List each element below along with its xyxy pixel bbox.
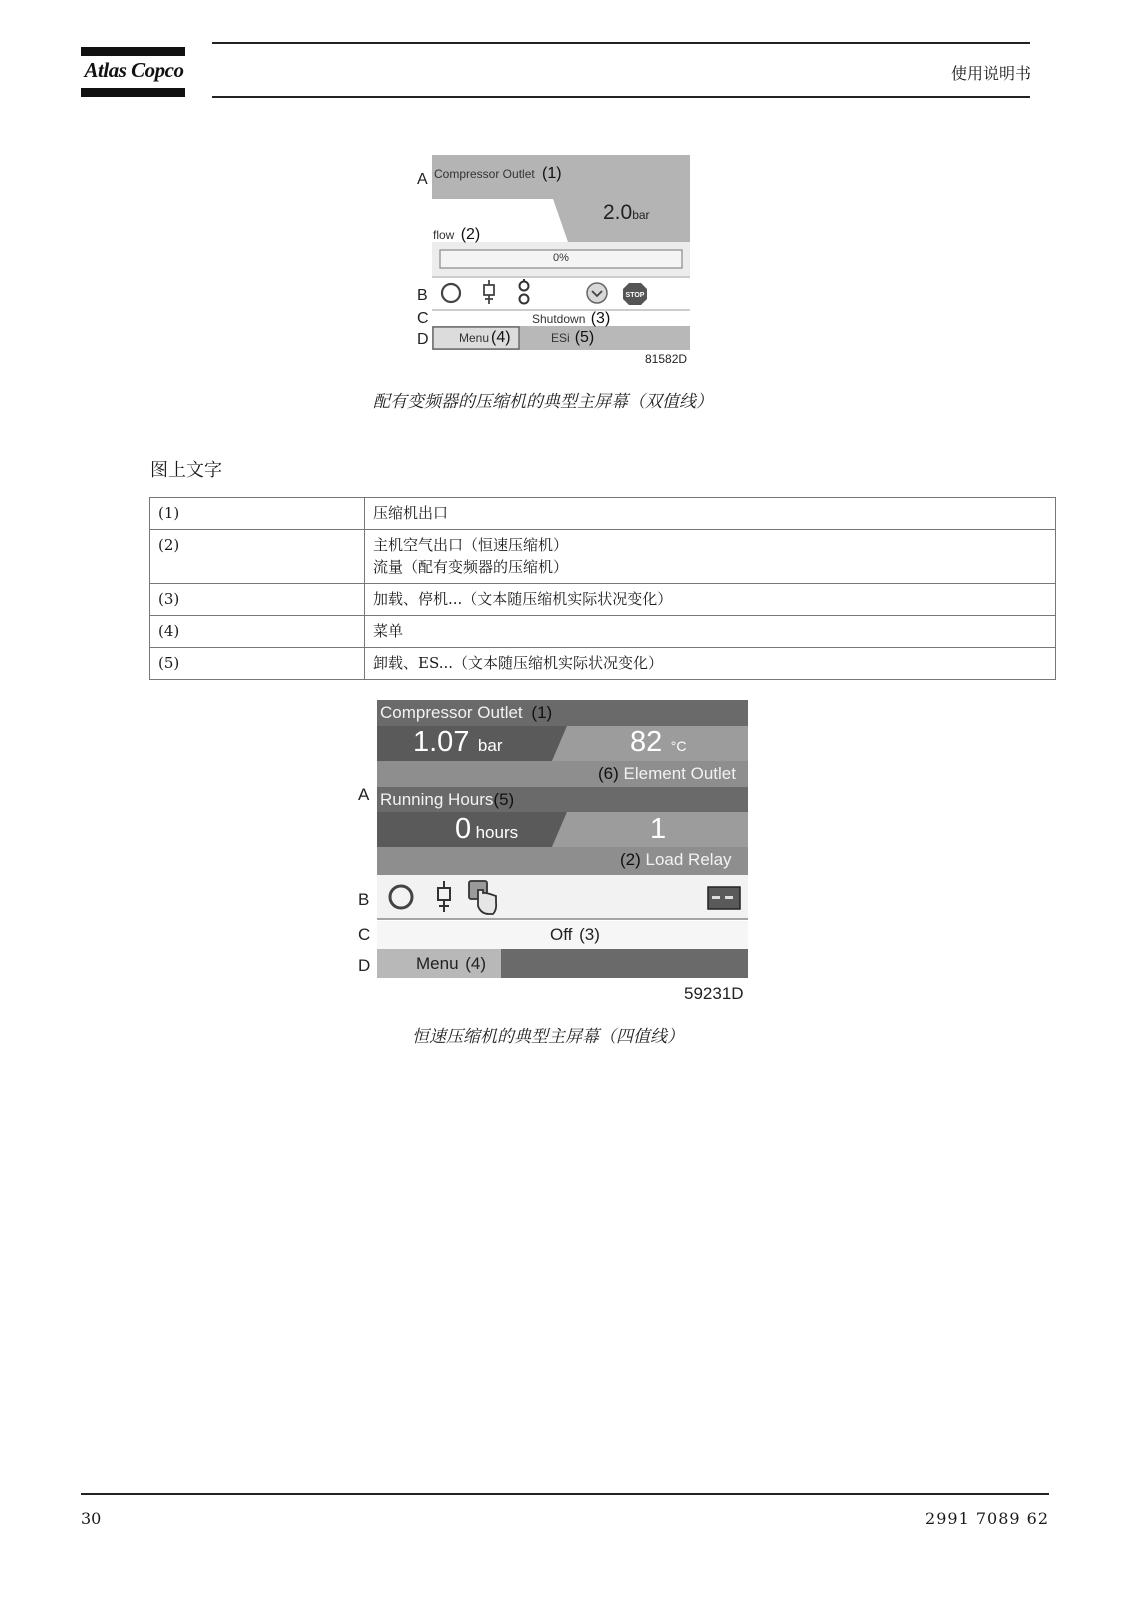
table-row — [150, 530, 1056, 584]
legend-key: (3) — [150, 584, 365, 616]
header-top-rule — [212, 42, 1030, 44]
element-value: 82 °C — [630, 726, 687, 758]
legend-title: 图上文字 — [150, 460, 222, 481]
legend-key: (4) — [150, 616, 365, 648]
svg-text:STOP: STOP — [625, 292, 645, 299]
label-c: C — [358, 925, 371, 944]
table-row — [150, 648, 1056, 680]
legend-key: (1) — [150, 498, 365, 530]
filter-icon — [484, 280, 494, 304]
legend-key: (2) — [150, 530, 365, 584]
legend-text: 压缩机出口 — [365, 498, 1056, 530]
legend-text: 菜单 — [365, 616, 1056, 648]
display-card-icon — [708, 887, 740, 909]
outlet-title: Compressor Outlet (1) — [434, 165, 562, 182]
stop-icon — [623, 283, 647, 305]
outlet-title: Compressor Outlet (1) — [380, 703, 553, 722]
table-row — [150, 498, 1056, 530]
outlet-value: 1.07 bar — [413, 726, 503, 758]
label-c: C — [417, 310, 429, 327]
label-b: B — [417, 287, 428, 304]
legend-table — [149, 497, 1056, 680]
header-bottom-rule — [212, 96, 1030, 98]
legend-text: 加载、停机...（文本随压缩机实际状况变化） — [365, 584, 1056, 616]
menu-button[interactable]: Menu (4) — [416, 954, 487, 973]
page-number: 30 — [81, 1509, 102, 1528]
legend-text: 卸载、ES...（文本随压缩机实际状况变化） — [365, 648, 1056, 680]
status-text: Off (3) — [550, 925, 600, 944]
valve-icon — [520, 279, 529, 304]
table-row — [150, 584, 1056, 616]
legend-text: 主机空气出口（恒速压缩机） 流量（配有变频器的压缩机） — [365, 530, 1056, 584]
figure-code: 59231D — [684, 984, 744, 1003]
flow-percent: 0% — [553, 252, 569, 264]
footer-rule — [81, 1493, 1049, 1495]
table-row — [150, 616, 1056, 648]
label-a: A — [417, 171, 428, 188]
menu-button[interactable]: Menu (4) — [459, 329, 511, 346]
label-b: B — [358, 890, 370, 909]
vsd-main-screen-figure — [415, 155, 707, 380]
figure-caption-1: 配有变频器的压缩机的典型主屏幕（双值线） — [373, 392, 713, 412]
header-title: 使用说明书 — [950, 64, 1031, 83]
document-number: 2991 7089 62 — [925, 1509, 1049, 1528]
esi-button[interactable]: ESi (5) — [551, 329, 595, 346]
logo-bottom-bar — [81, 88, 185, 97]
figure-caption-2: 恒速压缩机的典型主屏幕（四值线） — [412, 1027, 684, 1047]
legend-key: (5) — [150, 648, 365, 680]
motor-circle-icon — [442, 284, 460, 302]
outlet-value: 2.0bar — [603, 201, 650, 224]
hours-value: 0 hours — [455, 813, 519, 845]
label-d: D — [417, 331, 429, 348]
chevron-down-icon — [587, 283, 607, 303]
figure-code: 81582D — [645, 352, 688, 366]
flow-label: flow (2) — [433, 226, 481, 243]
relay-value: 1 — [650, 813, 667, 845]
fixed-speed-main-screen-figure — [355, 700, 755, 1010]
logo-text: Atlas Copco — [84, 58, 184, 82]
label-a: A — [358, 785, 370, 804]
status-text: Shutdown (3) — [532, 310, 611, 327]
label-d: D — [358, 956, 371, 975]
load-relay-label: (2) Load Relay — [620, 850, 732, 869]
logo-top-bar — [81, 47, 185, 56]
hours-title: Running Hours(5) — [380, 790, 515, 809]
element-outlet-label: (6) Element Outlet — [598, 764, 736, 783]
